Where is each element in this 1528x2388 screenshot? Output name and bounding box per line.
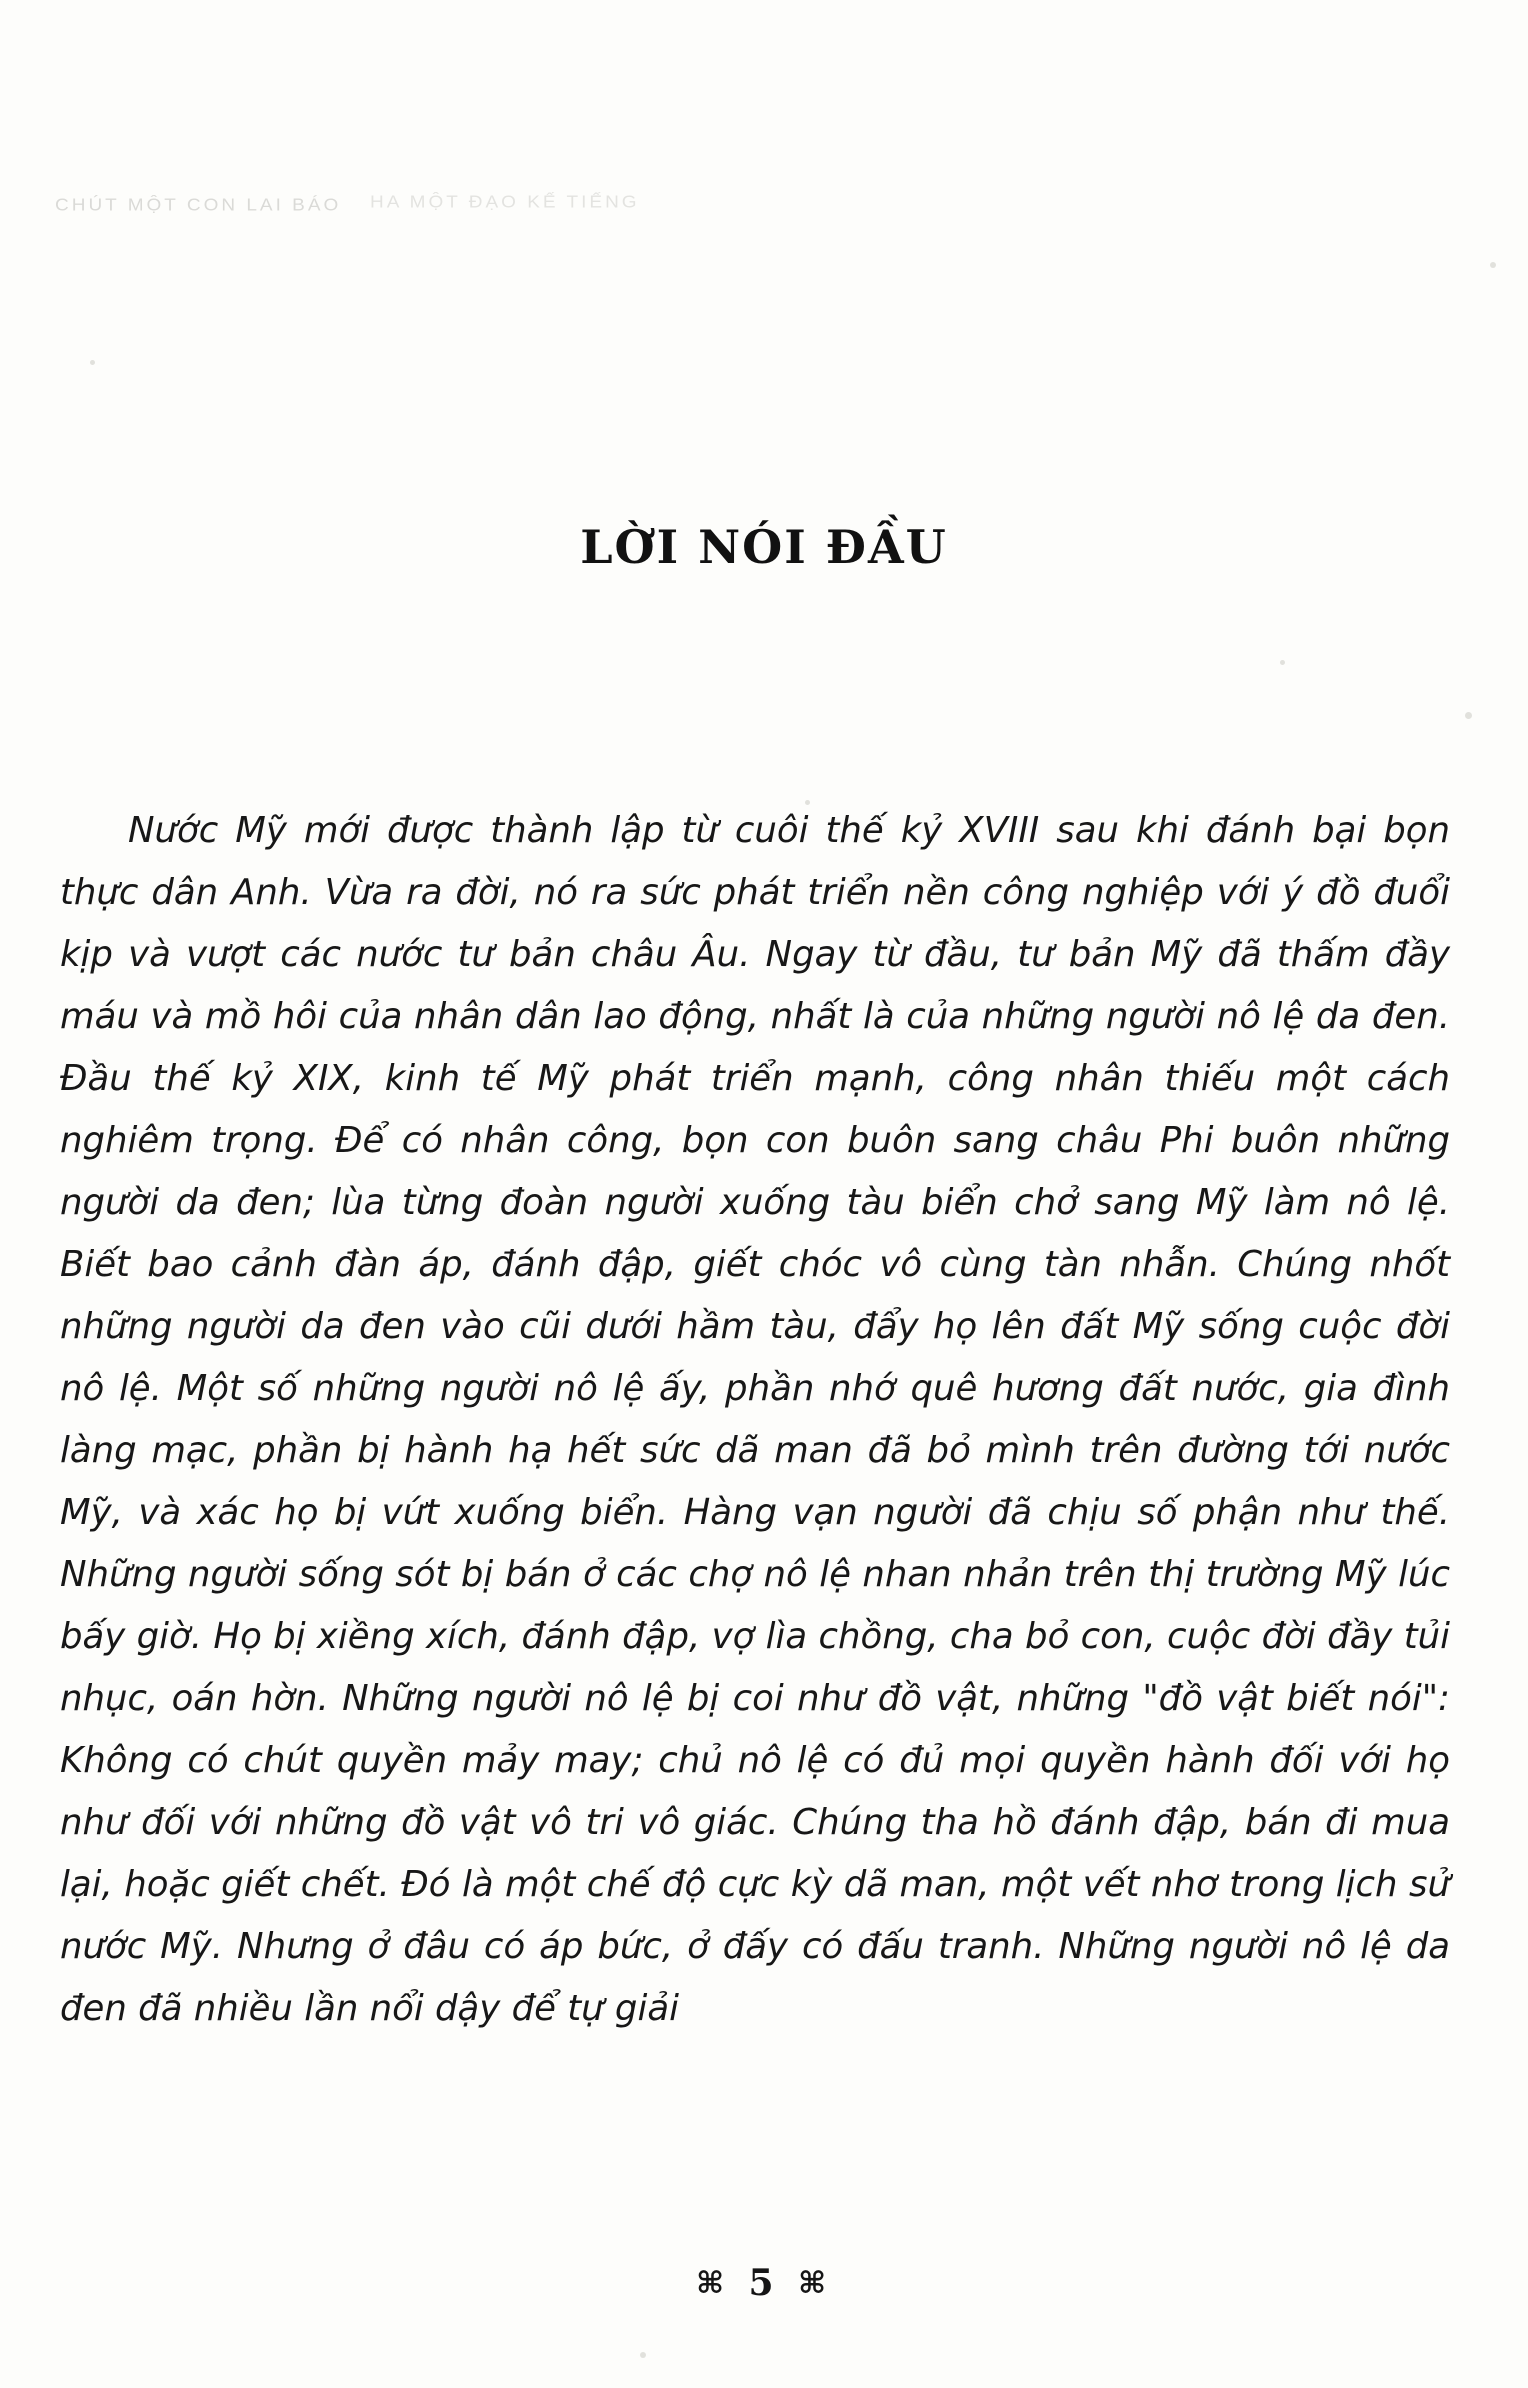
page-footer bbox=[0, 2262, 1528, 2304]
body-paragraph: Nước Mỹ mới được thành lập từ cuôi thế kỷ XVIII sau khi đánh bại bọn thực dân Anh. Vừa ra đời, nó ra sức phát triển nền công nghiệp với ý đồ đuổi kịp và vượt các nước tư bản châu Âu. Ngay từ đầu, tư bản Mỹ đã thấm đầy máu và mồ hôi của nhân dân lao động, nhất là của những người nô lệ da đen. Đầu thế kỷ XIX, kinh tế Mỹ phát triển mạnh, công nhân thiếu một cách nghiêm trọng. Để có nhân công, bọn con buôn sang châu Phi buôn những người da đen; lùa từng đoàn người xuống tàu biển chở sang Mỹ làm nô lệ. Biết bao cảnh đàn áp, đánh đập, giết chóc vô cùng tàn nhẫn. Chúng nhốt những người da đen vào cũi dưới hầm tàu, đẩy họ lên đất Mỹ sống cuộc đời nô lệ. Một số những người nô lệ ấy, phần nhớ quê hương đất nước, gia đình làng mạc, phần bị hành hạ hết sức dã man đã bỏ mình trên đường tới nước Mỹ, và xác họ bị vứt xuống biển. Hàng vạn người đã chịu số phận như thế. Những người sống sót bị bán ở các chợ nô lệ nhan nhản trên thị trường Mỹ lúc bấy giờ. Họ bị xiềng xích, đánh đập, vợ lìa chồng, cha bỏ con, cuộc đời đầy tủi nhục, oán hờn. Những người nô lệ bị coi như đồ vật, những "đồ vật biết nói": Không có chút quyền mảy may; chủ nô lệ có đủ mọi quyền hành đối với họ như đối với những đồ vật vô tri vô giác. Chúng tha hồ đánh đập, bán đi mua lại, hoặc giết chết. Đó là một chế độ cực kỳ dã man, một vết nhơ trong lịch sử nước Mỹ. Nhưng ở đâu có áp bức, ở đấy có đấu tranh. Những người nô lệ da đen đã nhiều lần nổi dậy để tự giải bbox=[60, 810, 1450, 2029]
scan-speck bbox=[640, 2352, 646, 2358]
scan-ghost-mark-1: CHÚT MỘT CON LAI BÁO bbox=[55, 196, 342, 215]
scan-speck bbox=[1280, 660, 1285, 665]
ornament-right-icon: ⌘ bbox=[798, 2266, 832, 2301]
page-title: LỜI NÓI ĐẦU bbox=[580, 520, 948, 574]
body-text-block bbox=[60, 800, 1450, 2040]
scan-ghost-mark-2: HA MỘT ĐẠO KẾ TIẾNG bbox=[370, 193, 640, 212]
scan-speck bbox=[1465, 712, 1472, 719]
scan-speck bbox=[90, 360, 95, 365]
scan-speck bbox=[1490, 262, 1496, 268]
page-number: 5 bbox=[748, 2262, 780, 2304]
ornament-left-icon: ⌘ bbox=[696, 2266, 730, 2301]
